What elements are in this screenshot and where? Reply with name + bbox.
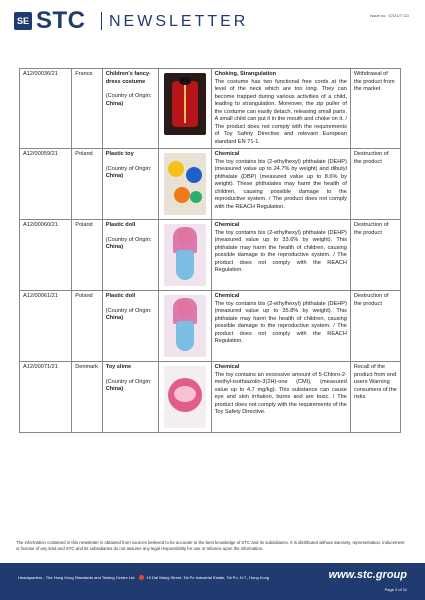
risk-description: The toy contains bis (2-ethylhexyl) phthalate (DEHP) (measured value up to 35.8% by weight). This phthalate may harm the health of children, causing possible damage to the reproductive system. / The product does not comply with the REACH Regulation.: [214, 300, 347, 344]
product-name: Toy slime: [105, 364, 132, 370]
product-cell: [102, 149, 159, 220]
table-row: [20, 291, 401, 362]
hq-address: 10 Dai Wang Street, Tai Po Industrial Estate, Tai Po, N.T., Hong Kong: [146, 575, 270, 580]
risk-title: Chemical: [214, 222, 240, 228]
risk-cell: [211, 149, 350, 220]
measure-cell: [350, 149, 400, 220]
issue-number: Issue no.: 07/21/T CD: [370, 13, 409, 18]
measure-cell: [350, 69, 400, 149]
origin-country: China): [105, 173, 124, 179]
risk-title: Choking, Strangulation: [214, 71, 277, 77]
ref-cell: [20, 291, 72, 362]
risk-title: Chemical: [214, 151, 240, 157]
plastic-toy-image: [164, 153, 206, 215]
measure-text: Destruction of the product: [353, 151, 389, 165]
country-cell: [72, 69, 102, 149]
location-pin-icon: [139, 575, 144, 580]
recall-table: [19, 68, 401, 433]
country-cell: [72, 291, 102, 362]
measure-text: Destruction of the product: [353, 293, 389, 307]
ref-cell: [20, 362, 72, 433]
measure-cell: [350, 291, 400, 362]
ref-number: A12/00059/21: [23, 151, 58, 157]
hq-label: Headquarters - The Hong Kong Standards and Testing Centre Ltd.: [18, 575, 136, 580]
origin-country: China): [105, 100, 124, 107]
page-number: Page 2 of 11: [384, 587, 407, 592]
product-name: Children's fancy-dress costume: [105, 71, 151, 85]
image-cell: [159, 69, 211, 149]
country: France: [75, 71, 93, 77]
risk-cell: [211, 220, 350, 291]
product-name: Plastic doll: [105, 222, 136, 228]
table-row: [20, 69, 401, 149]
stc-logo: [14, 7, 86, 34]
risk-description: The toy contains bis (2-ethylhexyl) phthalate (DEHP) (measured value up to 24.7% by weight) and dibutyl phthalate (DBP) (measured value up to 8.6% by weight). These phthalates may harm the health of children, causing possible damage to the reproductive system. / The product does not comply with the REACH Regulation.: [214, 158, 347, 210]
product-name: Plastic toy: [105, 151, 134, 157]
country: Poland: [75, 293, 93, 299]
ref-cell: [20, 69, 72, 149]
ref-number: A12/00061/21: [23, 293, 58, 299]
website-url[interactable]: www.stc.group: [328, 569, 407, 581]
country: Poland: [75, 222, 93, 228]
newsletter-title: NEWSLETTER: [109, 13, 249, 30]
country-cell: [72, 220, 102, 291]
country: Poland: [75, 151, 93, 157]
risk-cell: [211, 69, 350, 149]
doll-image: [164, 224, 206, 286]
product-cell: [102, 220, 159, 291]
risk-description: The costume has two functional free cords at the level of the neck which are too long. They can become trapped during various activities of a child, leading to strangulation. Moreover, the zip puller of the costume can easily detach, releasing small parts. A small child can put it in the mouth and choke on it. / The product does not comply with the requirements of Toy Safety Directive and relevant European standard EN 71-1.: [214, 78, 347, 145]
logo-text: STC: [36, 7, 86, 34]
table-row: [20, 220, 401, 291]
origin-country: China): [105, 386, 124, 392]
table-row: [20, 149, 401, 220]
image-cell: [159, 220, 211, 291]
ref-number: A12/00060/21: [23, 222, 58, 228]
origin-label: (Country of Origin:: [105, 165, 152, 172]
image-cell: [159, 362, 211, 433]
table-row: [20, 362, 401, 433]
origin-label: (Country of Origin:: [105, 93, 152, 99]
risk-description: The toy contains bis (2-ethylhexyl) phthalate (DEHP) (measured value up to 33.6% by weight). This phthalate may harm the health of children, causing possible damage to the reproductive system. / The product does not comply with the REACH Regulation.: [214, 229, 347, 273]
risk-description: The toy contains an excessive amount of 5-Chloro-2-methyl-isothiazolin-3(2H)-one (CMI), (measured value up to 4.7 mg/kg). This substance can cause eye and skin irritation, burns and are toxic. / The product does not comply with the requirements of the Toy Safety Directive.: [214, 371, 347, 415]
risk-cell: [211, 362, 350, 433]
image-cell: [159, 149, 211, 220]
measure-cell: [350, 220, 400, 291]
origin-label: (Country of Origin:: [105, 378, 152, 385]
ref-cell: [20, 220, 72, 291]
image-cell: [159, 291, 211, 362]
page-header: [0, 0, 425, 40]
product-cell: [102, 291, 159, 362]
origin-country: China): [105, 244, 124, 250]
measure-cell: [350, 362, 400, 433]
country-cell: [72, 362, 102, 433]
product-name: Plastic doll: [105, 293, 136, 299]
origin-label: (Country of Origin:: [105, 236, 152, 243]
measure-text: Recall of the product from end users Warning consumers of the risks: [353, 364, 397, 400]
slime-image: [164, 366, 206, 428]
origin-country: China): [105, 315, 124, 321]
doll-image: [164, 295, 206, 357]
country: Denmark: [75, 364, 98, 370]
product-cell: [102, 69, 159, 149]
costume-image: [164, 73, 206, 135]
disclaimer: The information contained in this newsletter is obtained from sources believed to be accurate to the best knowledge of STC and its subsidiaries. It is distributed without warranty, representation, inducement or license of any kind and STC and its subsidiaries do not assume any legal responsibility for use or reliance upon the information.: [16, 540, 405, 551]
headquarters-line: [18, 575, 269, 580]
header-divider: [101, 12, 102, 30]
ref-number: A12/00036/21: [23, 71, 58, 77]
product-cell: [102, 362, 159, 433]
measure-text: Destruction of the product: [353, 222, 389, 236]
risk-cell: [211, 291, 350, 362]
logo-mark-icon: SE: [14, 12, 32, 30]
origin-label: (Country of Origin:: [105, 307, 152, 314]
country-cell: [72, 149, 102, 220]
measure-text: Withdrawal of the product from the market: [353, 71, 395, 92]
ref-cell: [20, 149, 72, 220]
ref-number: A12/00071/21: [23, 364, 58, 370]
risk-title: Chemical: [214, 293, 240, 299]
risk-title: Chemical: [214, 364, 240, 370]
